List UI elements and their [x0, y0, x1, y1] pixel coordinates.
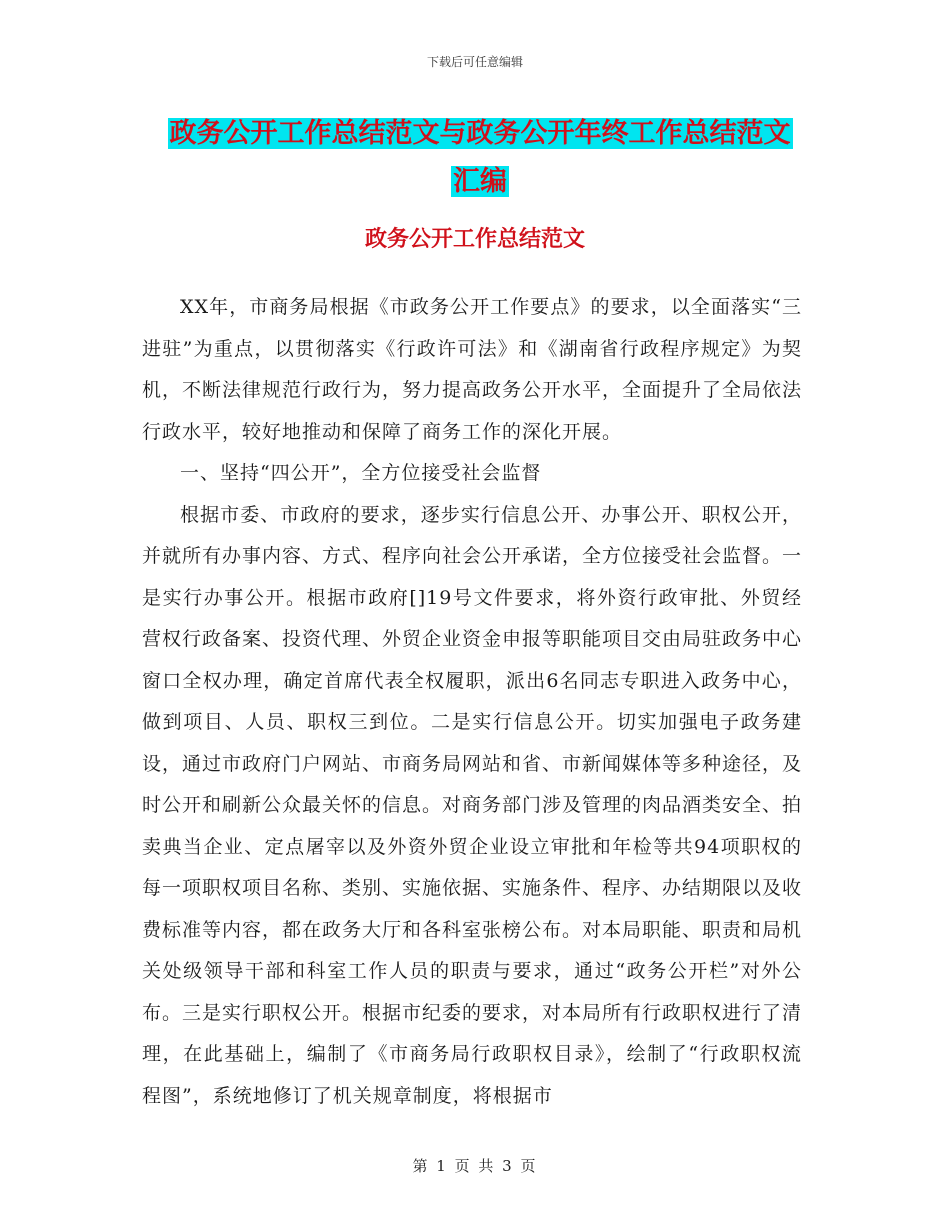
title-line-2: 汇编 — [453, 166, 507, 197]
section-heading: 一、坚持“四公开”，全方位接受社会监督 — [180, 462, 542, 484]
header-note: 下载后可任意编辑 — [426, 55, 523, 69]
paragraph: XX年，市商务局根据《市政务公开工作要点》的要求，以全面落实“三进驻”为重点，以贯彻落实《行政许可法》和《湖南省行政程序规定》为契机，不断法律规范行政行为，努力提高政务公开水平，全面提升了全局依法行政水平，较好地推动和保障了商务工作的深化开展。 — [142, 296, 803, 443]
section-title: 政务公开工作总结范文 — [364, 227, 585, 252]
paragraph: 根据市委、市政府的要求，逐步实行信息公开、办事公开、职权公开，并就所有办事内容、方式、程序向社会公开承诺，全方位接受社会监督。一是实行办事公开。根据市政府[]19号文件要求，将外资行政审批、外贸经营权行政备案、投资代理、外贸企业资金申报等职能项目交由局驻政务中心窗口全权办理，确定首席代表全权履职，派出6名同志专职进入政务中心，做到项目、人员、职权三到位。二是实行信息公开。切实加强电子政务建设，通过市政府门户网站、市商务局网站和省、市新闻媒体等多种途径，及时公开和刷新公众最关怀的信息。对商务部门涉及管理的肉品酒类安全、拍卖典当企业、定点屠宰以及外资外贸企业设立审批和年检等共94项职权的每一项职权项目名称、类别、实施依据、实施条件、程序、办结期限以及收费标准等内容，都在政务大厅和各科室张榜公布。对本局职能、职责和局机关处级领导干部和科室工作人员的职责与要求，通过“政务公开栏”对外公布。三是实行职权公开。根据市纪委的要求，对本局所有行政职权进行了清理，在此基础上，编制了《市商务局行政职权目录》，绘制了“行政职权流程图”，系统地修订了机关规章制度，将根据市 — [142, 503, 803, 1107]
document-title — [140, 110, 820, 206]
body-text — [142, 287, 802, 1117]
page-number: 第 1 页 共 3 页 — [412, 1157, 538, 1175]
title-line-1: 政务公开工作总结范文与政务公开年终工作总结范文 — [169, 118, 791, 149]
